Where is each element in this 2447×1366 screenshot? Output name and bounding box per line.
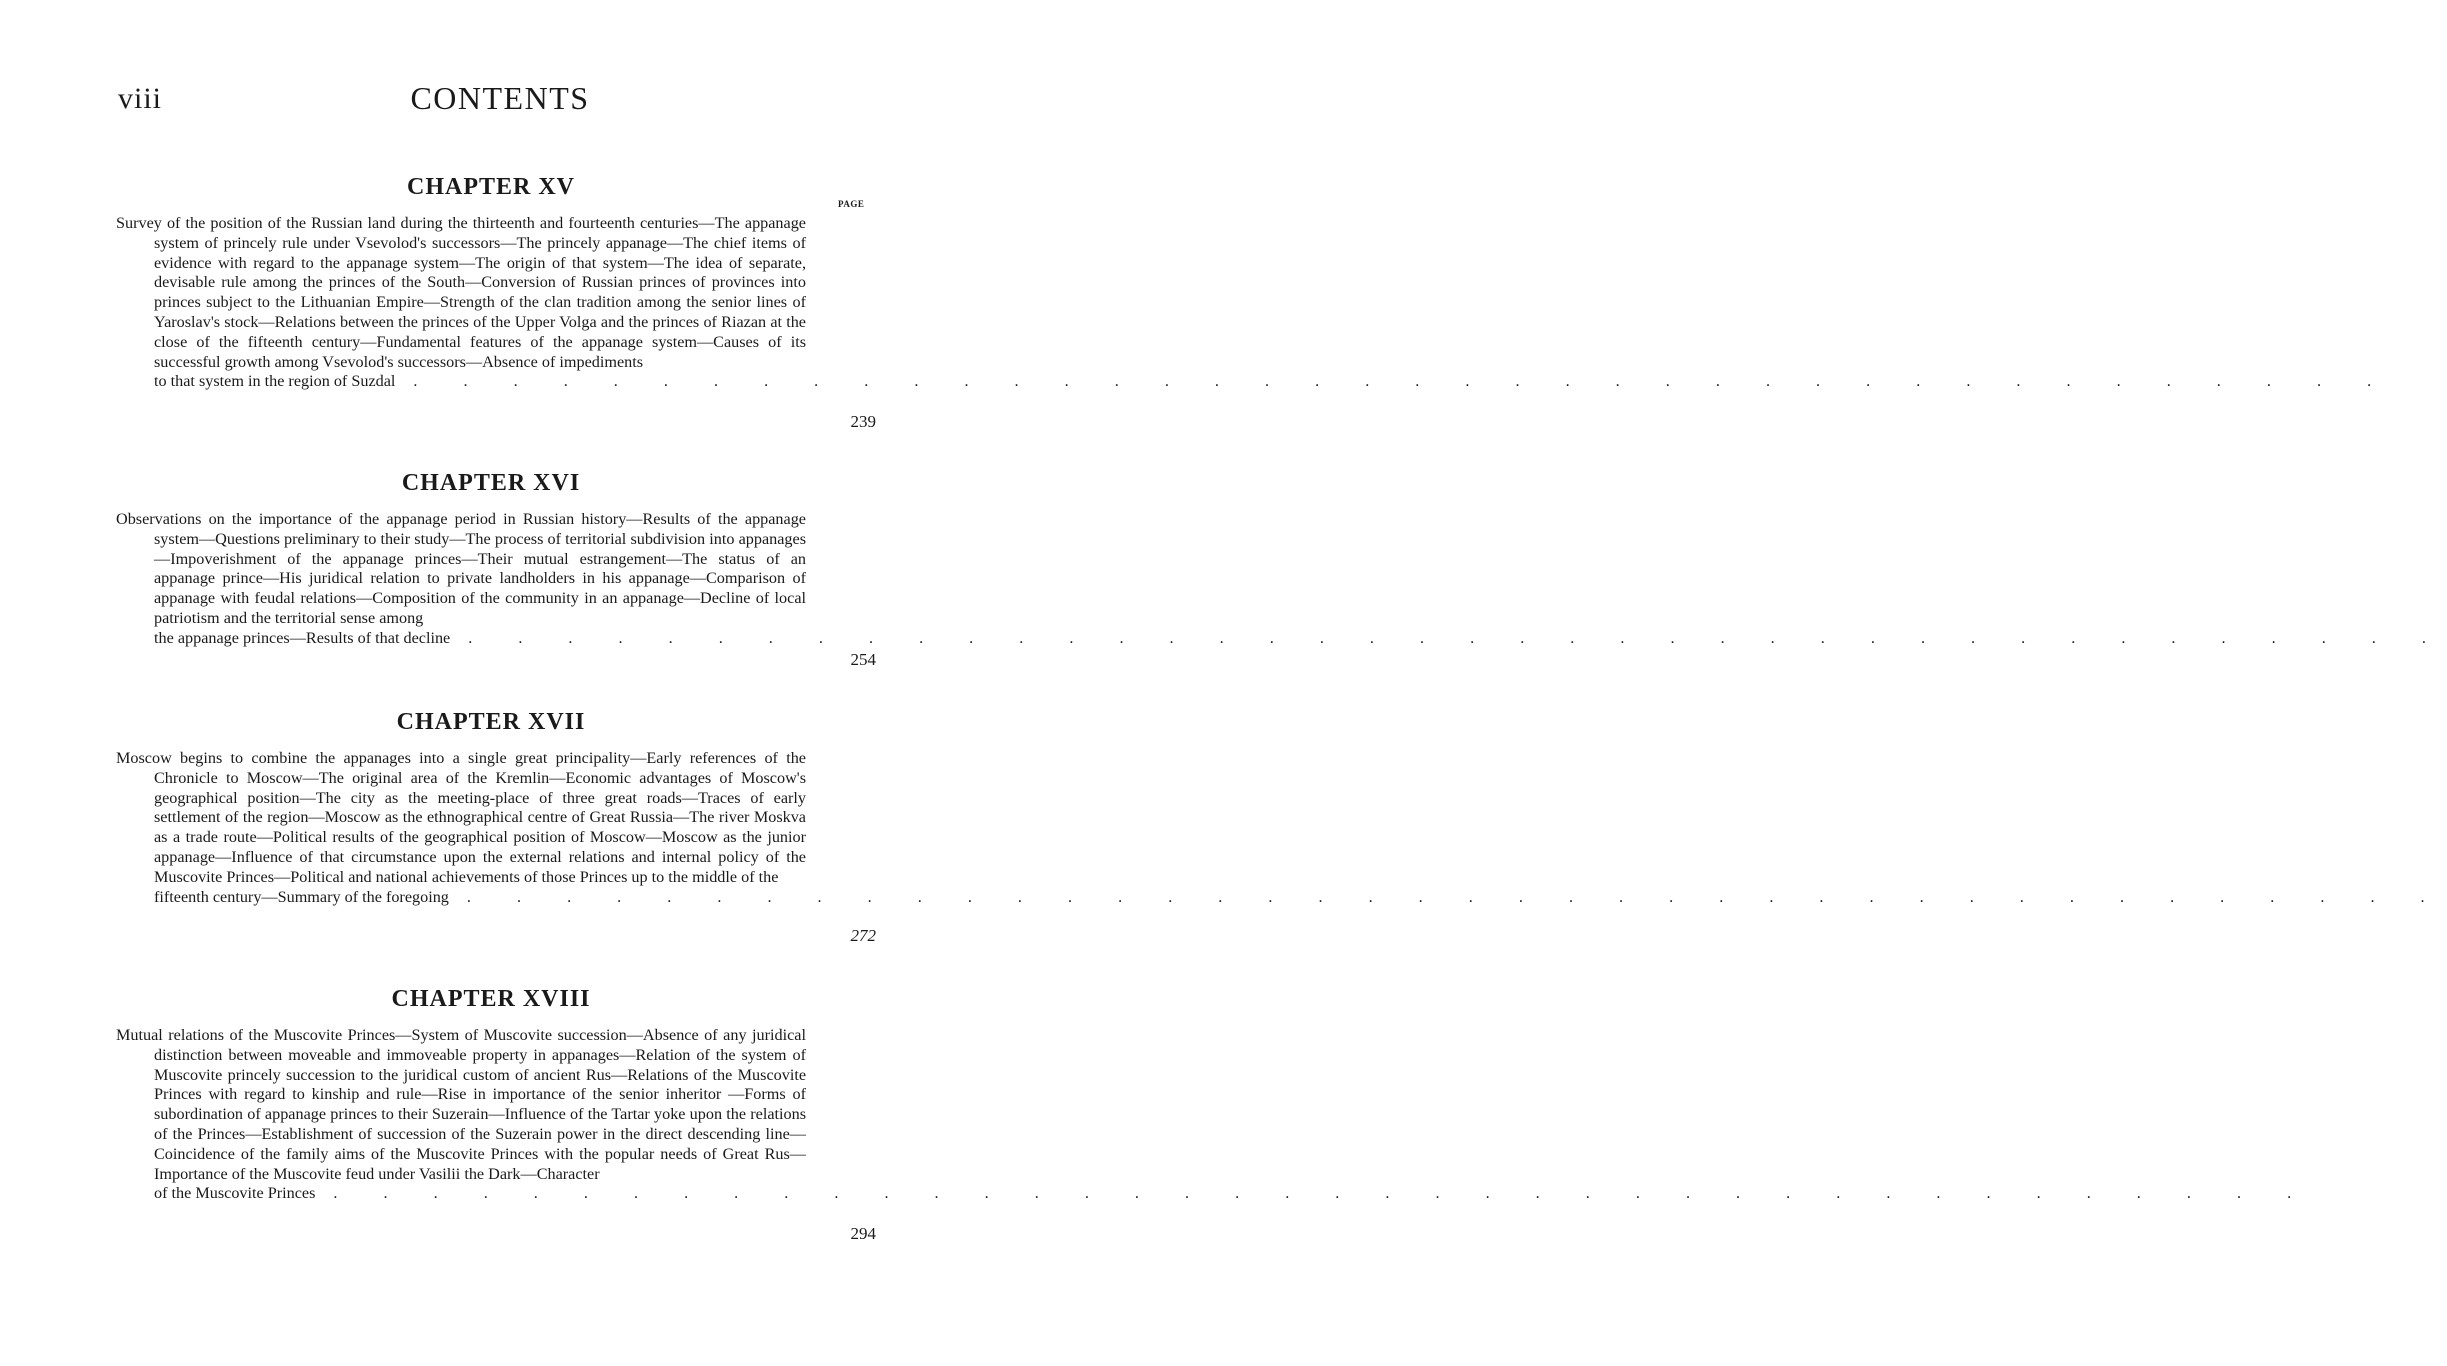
chapter-entry [116,982,2313,1204]
chapter-entry [116,466,2447,649]
chapter-summary: Survey of the position of the Russian land during the thirteenth and fourteenth centuries—The appanage system of princely rule under Vsevolod's successors—The princely appanage—The chief items of evidence with regard to the appanage system—The origin of that system—The idea of separate, devisable rule among the princes of the South—Conversion of Russian princes of provinces into princes subject to the Lithuanian Empire—Strength of the clan tradition among the senior lines of Yaroslav's stock—Relations between the princes of the Upper Volga and the princes of Riazan at the close of the fifteenth century—Fundamental features of the appanage system—Causes of its successful growth among Vsevolod's successors—Absence of impediments [116,214,806,371]
chapter-title: CHAPTER XVI [401,470,581,496]
dot-leader: . . . . . . . . . . . . . . . . . . . . . . . . . . . . . . . . . . . . . . . . [468,628,2447,647]
page-ref: 294 [850,1224,876,1243]
dot-leader: . . . . . . . . . . . . . . . . . . . . . . . . . . . . . . . . . . . . . . . . [466,887,2446,906]
dot-leader: . . . . . . . . . . . . . . . . . . . . . . . . . . . . . . . . . . . . . . . . [333,1184,2313,1203]
chapter-title: CHAPTER XVIII [391,986,591,1012]
chapter-summary: Moscow begins to combine the appanages into a single great principality—Early references of the Chronicle to Moscow—The original area of the Kremlin—Economic advantages of Moscow's geographical position—The city as the meeting-place of three great roads—Traces of early settlement of the region—Moscow as the ethnographical centre of Great Russia—The river Moskva as a trade route—Political results of the geographical position of Moscow—Moscow as the junior appanage—Influence of that circumstance upon the external relations and internal policy of the Muscovite Princes—Political and national achievements of those Princes up to the middle of the [116,749,806,886]
last-line-text: the appanage princes—Results of that decline [154,628,451,647]
chapter-summary-last-line [116,1184,2313,1204]
chapter-summary: Mutual relations of the Muscovite Princes—System of Muscovite succession—Absence of any juridical distinction between moveable and immoveable property in appanages—Relation of the system of Muscovite princely succession to the juridical custom of ancient Rus—Relations of the Muscovite Princes with regard to kinship and rule—Rise in importance of the senior inheritor —Forms of subordination of appanage princes to their Suzerain—Influence of the Tartar yoke upon the relations of the Princes—Establishment of succession of the Suzerain power in the direct descending line—Coincidence of the family aims of the Muscovite Princes with the popular needs of Great Rus—Importance of the Muscovite feud under Vasilii the Dark—Character [116,1026,806,1183]
last-line-text: of the Muscovite Princes [154,1184,316,1203]
page-column-label: PAGE [838,199,865,209]
chapter-summary-last-line [116,887,2446,908]
chapter-summary-last-line [116,628,2447,649]
last-line-text: to that system in the region of Suzdal [154,372,396,391]
page-ref: 239 [850,412,876,431]
chapter-entry [116,705,2446,907]
chapter-summary: Observations on the importance of the appanage period in Russian history—Results of the appanage system—Questions preliminary to their study—The process of territorial subdivision into appanages—Impoverishment of the appanage princes—Their mutual estrangement—The status of an appanage prince—His juridical relation to private landholders in his appanage—Comparison of appanage with feudal relations—Composition of the community in an appanage—Decline of local patriotism and the territorial sense among [116,510,806,627]
chapter-title: CHAPTER XVII [396,709,586,735]
chapter-title: CHAPTER XV [406,174,575,200]
running-title: CONTENTS [410,80,590,116]
dot-leader: . . . . . . . . . . . . . . . . . . . . . . . . . . . . . . . . . . . . . . . . [413,372,2393,391]
page-ref: 272 [850,926,876,945]
page-number: viii [118,82,163,115]
page-ref: 254 [850,650,876,669]
chapter-summary-last-line [116,372,2393,392]
last-line-text: fifteenth century—Summary of the foregoing [154,887,449,906]
